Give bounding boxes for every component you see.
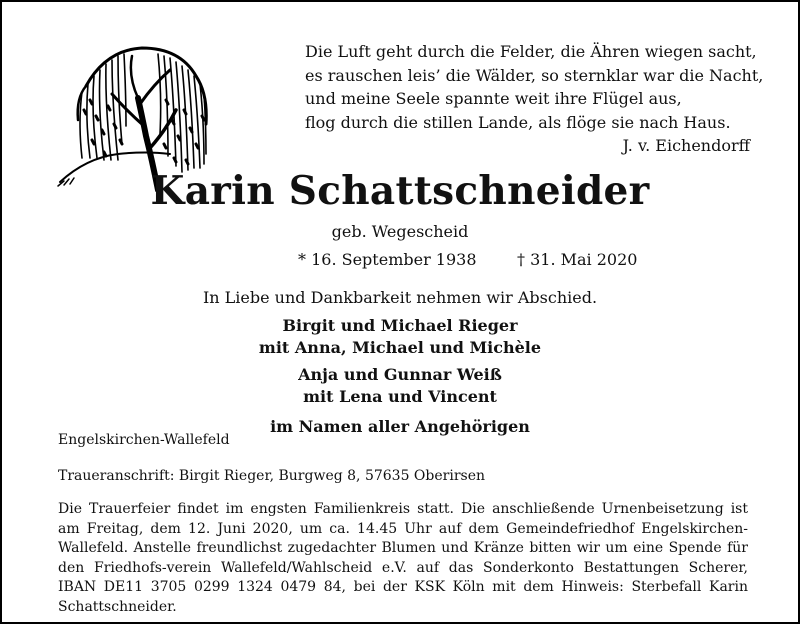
poem-line: und meine Seele spannte weit ihre Flügel aus, [305,89,682,108]
poem-line: es rauschen leis’ die Wälder, so sternklar war die Nacht, [305,65,764,85]
farewell-text: In Liebe und Dankbarkeit nehmen wir Abschied. [202,288,598,307]
mourner-line: mit Lena und Vincent [303,387,497,406]
mourner-line: Birgit und Michael Rieger [282,316,518,335]
poem-author: J. v. Eichendorff [622,136,750,155]
place-text: Engelskirchen-Wallefeld [58,432,230,448]
poem-line: flog durch die stillen Lande, als flöge sie nach Haus. [305,112,731,132]
mourner-line: mit Anna, Michael und Michèle [258,338,542,357]
deceased-name: Karin Schattschneider [150,168,650,214]
maiden-name: geb. Wegescheid [331,222,469,241]
birth-date: * 16. September 1938 [298,250,477,269]
mourner-line: Anja und Gunnar Weiß [298,365,502,384]
mourning-address: Traueranschrift: Birgit Rieger, Burgweg 8, 57635 Oberirsen [58,468,486,484]
funeral-details: Die Trauerfeier findet im engsten Familienkreis statt. Die anschließende Urnenbeisetzung ist am Freitag, dem 12. Juni 2020, um ca. 14.45 Uhr auf dem Gemeindefriedhof Engelskirchen-Wallefeld. Anstelle freundlichst zugedachter Blumen und Kränze bitten wir um eine Spende für den Friedhofs-verein Wallefeld/Wahlscheid e.V. auf das Sonderkonto Bestattungen Scherer, IBAN DE11 3705 0299 1324 0479 84, bei der KSK Köln mit dem Hinweis: Sterbefall Karin Schattschneider. [58,501,748,615]
poem-line: Die Luft geht durch die Felder, die Ähren wiegen sacht, [305,42,757,61]
poem-quote [305,40,764,158]
death-date: † 31. Mai 2020 [517,250,638,269]
mourners-block [2,315,798,438]
mourner-closing: im Namen aller Angehörigen [270,417,530,436]
